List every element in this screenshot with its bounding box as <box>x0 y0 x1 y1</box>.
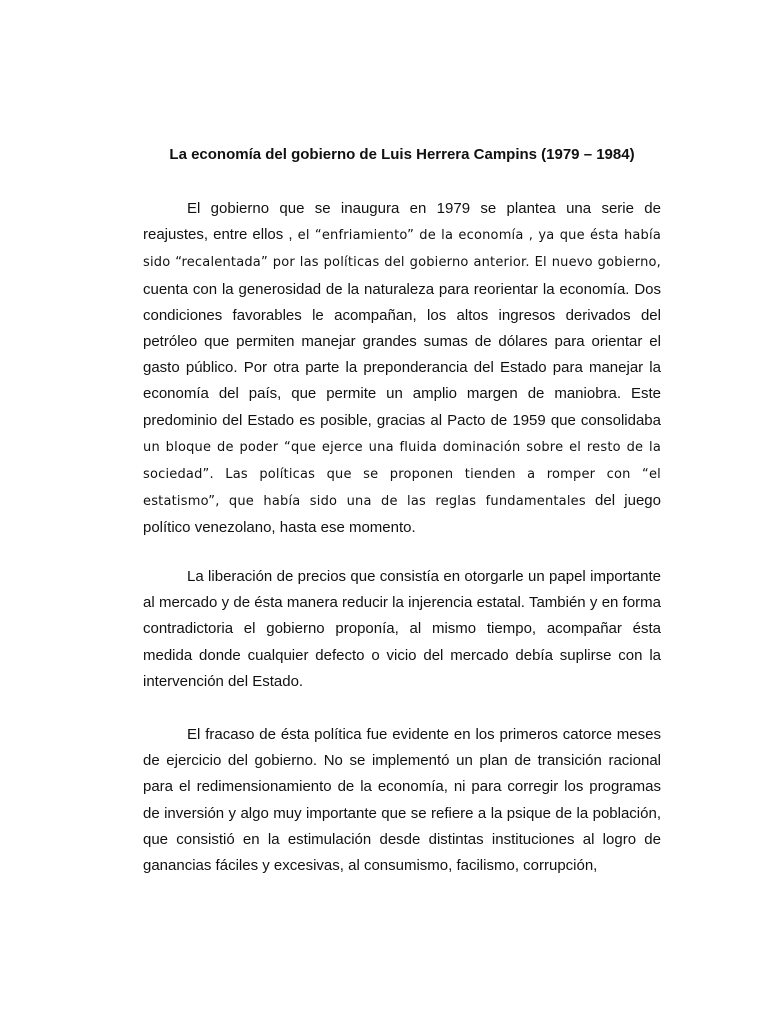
paragraph-2-text: La liberación de precios que consistía en otorgarle un papel importante al mercado y de ésta manera reducir la injerencia estatal. También y en forma contradictoria el gobierno proponía, al mismo tiempo, acompañar ésta medida donde cualquier defecto o vicio del mercado debía suplirse con la intervención del Estado. <box>143 568 661 690</box>
paragraph-3-text: El fracaso de ésta política fue evidente en los primeros catorce meses de ejercicio del gobierno. No se implementó un plan de transición racional para el redimensionamiento de la economía, ni para corregir los programas de inversión y algo muy importante que se refiere a la psique de la población, que consistió en la estimulación desde distintas instituciones al logro de ganancias fáciles y excesivas, al consumismo, facilismo, corrupción, <box>143 726 661 875</box>
paragraph-1-text-d: un bloque de poder “que ejerce una fluida dominación sobre el resto de la sociedad”. Las políticas que se proponen tienden a romper con “el estatismo”, que había sido una de las reglas fundamentales <box>143 439 661 510</box>
paragraph-1-text-e: del juego político venezolano, hasta ese momento. <box>143 492 661 537</box>
paragraph-1 <box>143 196 661 542</box>
paragraph-1-text-b: el “enfriamiento” de la economía , ya que ésta había sido “recalentada” por las políticas del gobierno anterior. El nuevo gobierno, <box>143 228 661 271</box>
paragraph-1-text-a: El gobierno que se inaugura en 1979 se plantea una serie de reajustes, entre ellos , <box>143 200 661 244</box>
paragraph-3 <box>143 722 661 879</box>
document-title: La economía del gobierno de Luis Herrera Campins (1979 – 1984) <box>169 146 635 163</box>
paragraph-2 <box>143 564 661 695</box>
paragraph-1-text-c: cuenta con la generosidad de la naturaleza para reorientar la economía. Dos condiciones favorables le acompañan, los altos ingresos derivados del petróleo que permiten manejar grandes sumas de dólares para orientar el gasto público. Por otra parte la preponderancia del Estado para manejar la economía del país, que permite un amplio margen de maniobra. Este predominio del Estado es posible, gracias al Pacto de 1959 que consolidaba <box>143 280 661 429</box>
